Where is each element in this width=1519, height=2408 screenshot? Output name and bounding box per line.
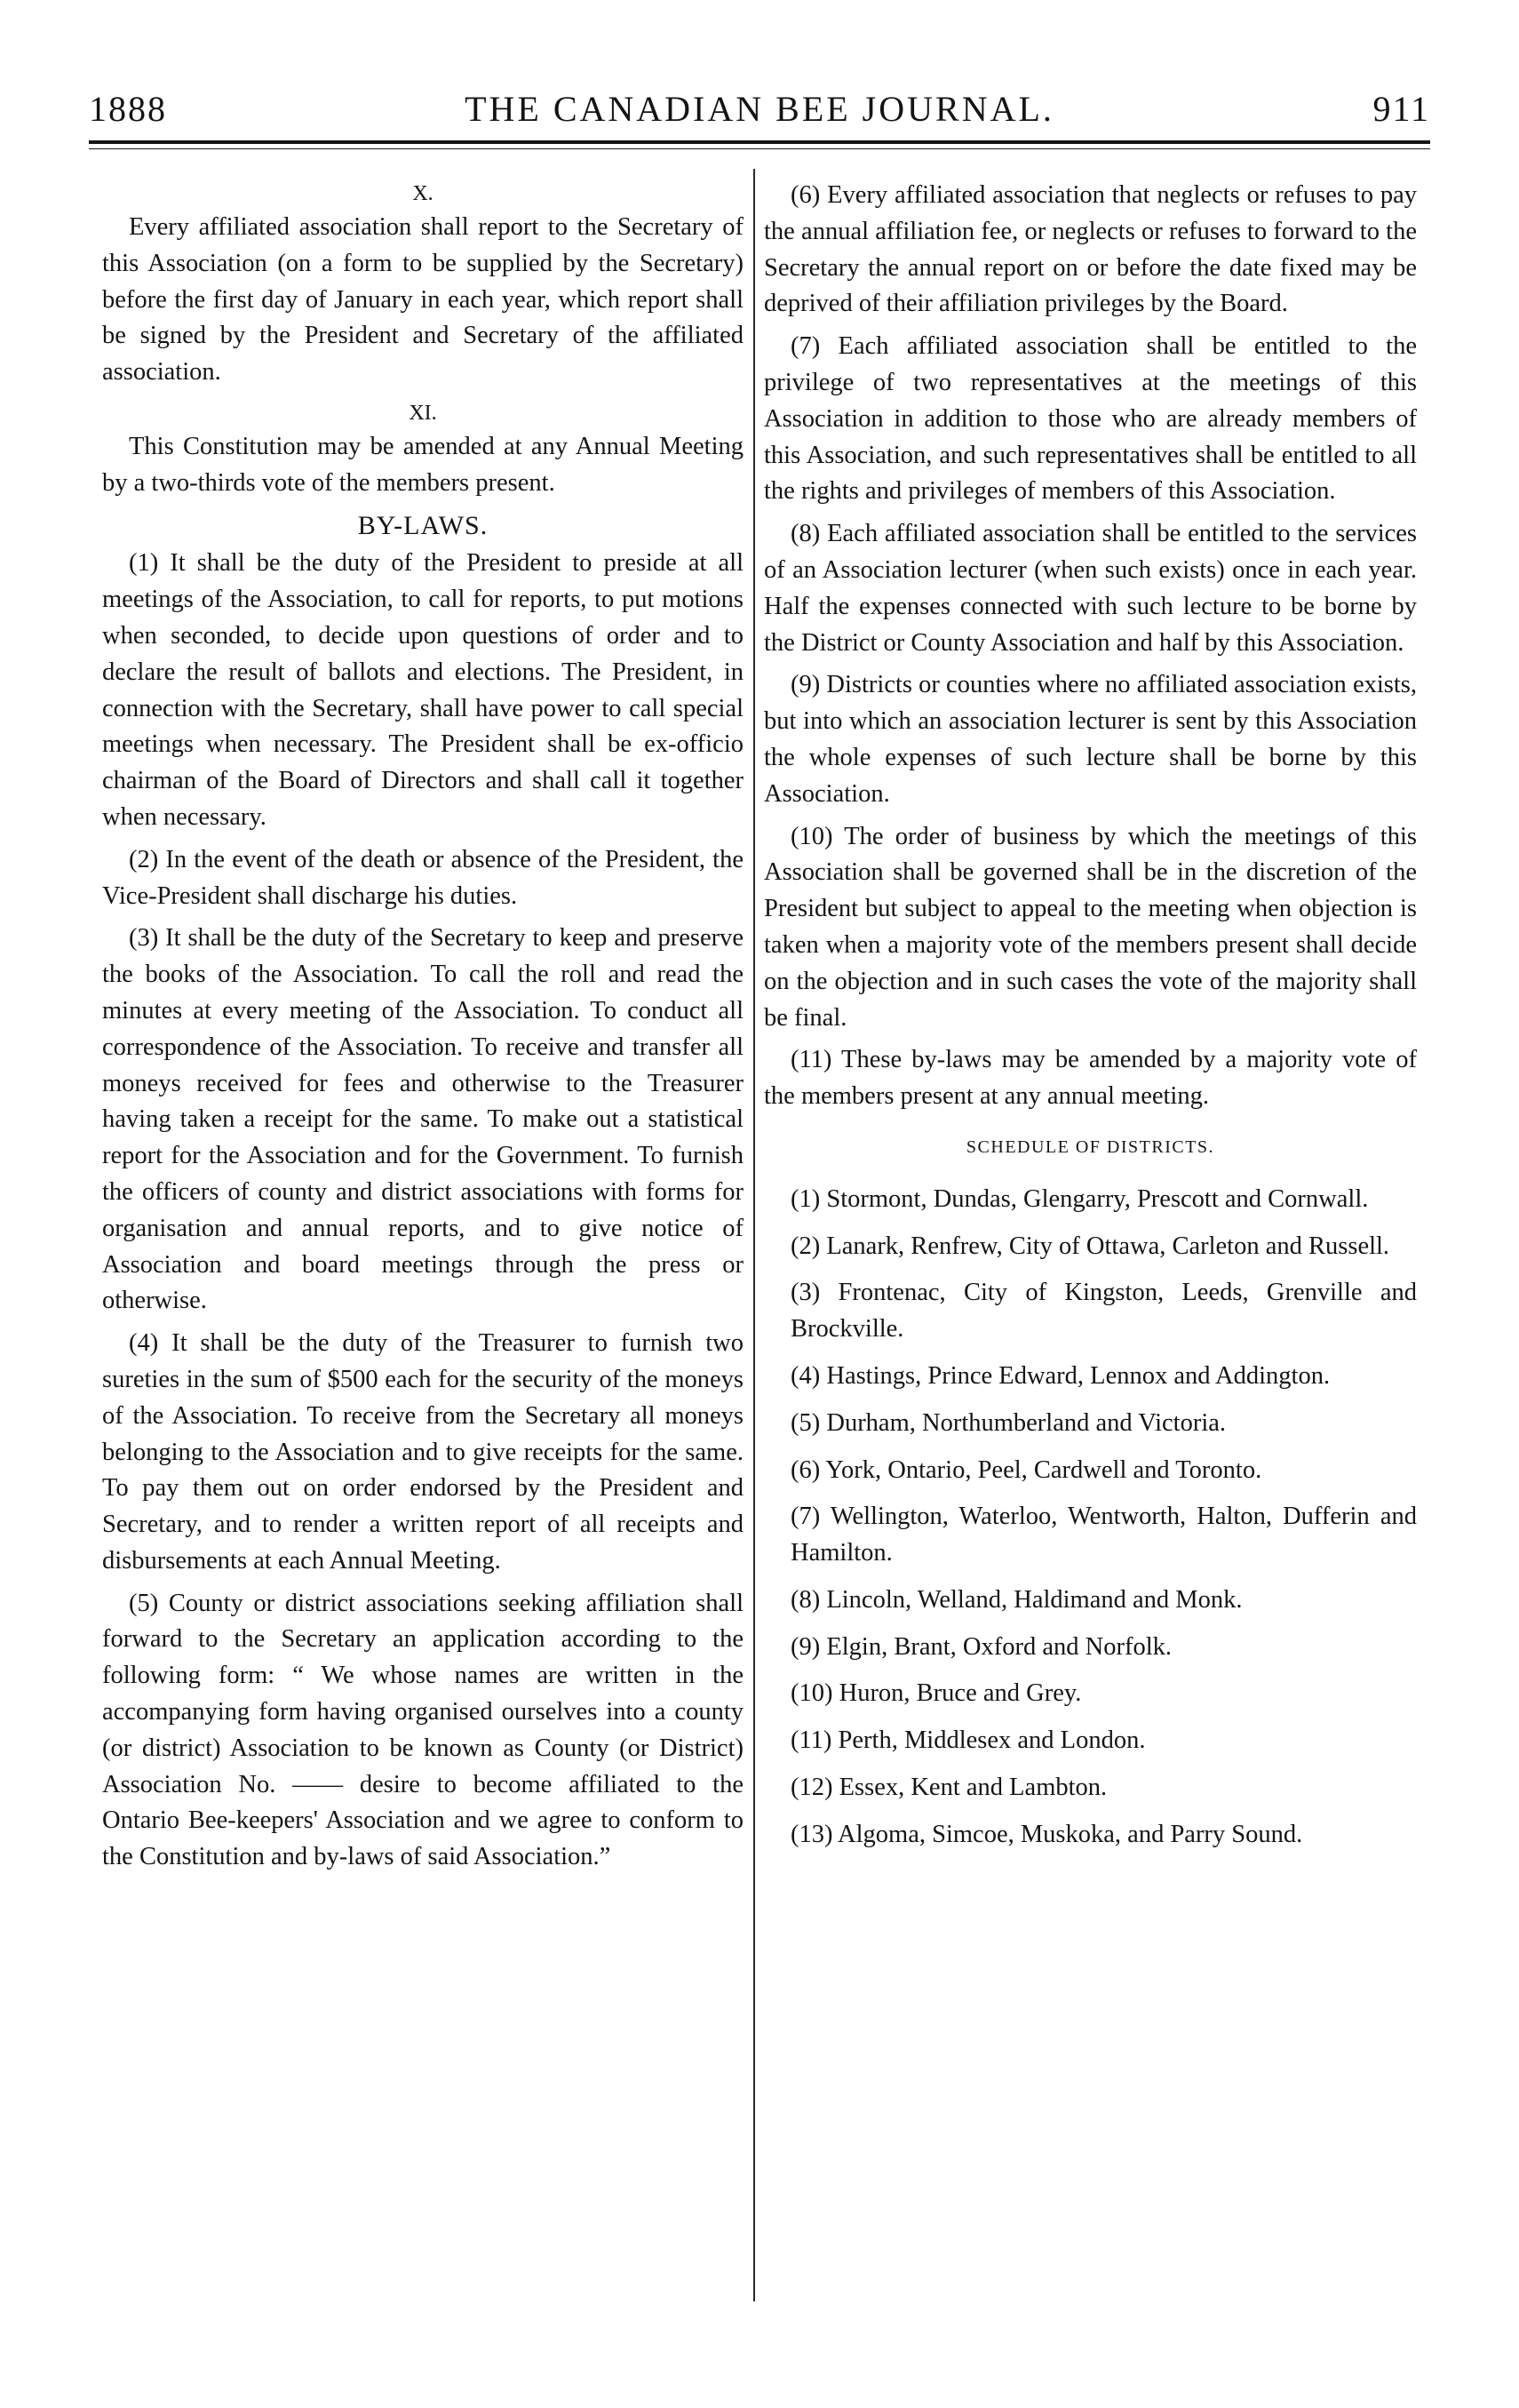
bylaw-11: (11) These by-laws may be amended by a majority vote of the members present at any annual meeting. [764,1046,1417,1111]
header-year: 1888 [89,89,167,129]
district-item: (4) Hastings, Prince Edward, Lennox and Addington. [791,1361,1331,1390]
bylaw-3: (3) It shall be the duty of the Secretary to keep and preserve the books of the Association. To call the roll and read the minutes at every meeting of the Association. To conduct all correspondence of the Association. To receive and transfer all moneys received for fees and otherwise to the Treasurer having taken a receipt for the same. To make out a statistical report for the Association and for the Government. To furnish the officers of county and district associations with forms for organisation and annual reports, and to give notice of Association and board meetings through the press or otherwise. [102,924,744,1315]
district-item: (8) Lincoln, Welland, Haldimand and Monk. [791,1585,1243,1614]
bylaw-6: (6) Every affiliated association that neglects or refuses to pay the annual affiliation fee, or neglects or refuses to forward to the Secretary the annual report on or before the date fixed may be deprived of their affiliation privileges by the Board. [764,181,1417,318]
bylaw-1: (1) It shall be the duty of the President to preside at all meetings of the Association, to call for reports, to put motions when seconded, to decide upon questions of order and to declare the result of ballots and elections. The President, in connection with the Secretary, shall have power to call special meetings when necessary. The President shall be ex-officio chairman of the Board of Directors and shall call it together when necessary. [102,549,744,831]
district-item: (2) Lanark, Renfrew, City of Ottawa, Carleton and Russell. [791,1232,1390,1260]
district-item: (5) Durham, Northumberland and Victoria. [791,1408,1227,1437]
left-column [102,178,744,1882]
bylaw-7: (7) Each affiliated association shall be entitled to the privilege of two representatives at the meetings of this Association in addition to those who are already members of this Association, and such representatives shall be entitled to all the rights and privileges of members of this Association. [764,332,1417,506]
journal-title: THE CANADIAN BEE JOURNAL. [465,89,1054,129]
district-item: (3) Frontenac, City of Kingston, Leeds, Grenville and Brockville. [791,1279,1417,1344]
district-item: (11) Perth, Middlesex and London. [791,1726,1146,1755]
header-rule-thick [89,140,1430,144]
header-rule-thin [89,148,1430,149]
page-number: 911 [1372,89,1430,129]
district-item: (10) Huron, Bruce and Grey. [791,1679,1082,1708]
bylaw-9: (9) Districts or counties where no affiliated association exists, but into which an association lecturer is sent by this Association the whole expenses of such lecture shall be borne by this Association. [764,671,1417,808]
bylaws-heading: BY-LAWS. [357,510,489,540]
section-x-text: Every affiliated association shall report to the Secretary of this Association (on a form to be supplied by the Secretary) before the first day of January in each year, which report shall be signed by the President and Secretary of the affiliated association. [102,213,744,387]
section-xi-text: This Constitution may be amended at any Annual Meeting by a two-thirds vote of the members present. [102,432,744,497]
bylaw-4: (4) It shall be the duty of the Treasurer to furnish two sureties in the sum of $500 each for the security of the moneys of the Association. To receive from the Secretary all moneys belonging to the Association and to give receipts for the same. To pay them out on order endorsed by the President and Secretary, and to render a written report of all receipts and disbursements at each Annual Meeting. [102,1329,744,1575]
bylaw-10: (10) The order of business by which the meetings of this Association shall be governed shall be in the discretion of the President but subject to appeal to the meeting when objection is taken when a majority vote of the members present shall decide on the objection and in such cases the vote of the majority shall be final. [764,822,1417,1032]
district-item: (6) York, Ontario, Peel, Cardwell and Toronto. [791,1455,1262,1484]
section-x-number: X. [412,182,433,205]
right-column [764,178,1417,1864]
bylaw-2: (2) In the event of the death or absence of the President, the Vice-President shall discharge his duties. [102,845,744,910]
district-item: (13) Algoma, Simcoe, Muskoka, and Parry Sound. [791,1820,1303,1848]
section-xi-number: XI. [409,401,437,425]
column-divider [753,169,755,2301]
bylaw-5: (5) County or district associations seeking affiliation shall forward to the Secretary an application according to the following form: “ We whose names are written in the accompanying form having organised ourselves into a county (or district) Association to be known as County (or District) Association No. —— desire to become affiliated to the Ontario Bee-keepers' Association and we agree to conform to the Constitution and by-laws of said Association.” [102,1589,744,1871]
bylaw-8: (8) Each affiliated association shall be entitled to the services of an Association lecturer (when such exists) once in each year. Half the expenses connected with such lecture to be borne by the District or County Association and half by this Association. [764,520,1417,657]
district-item: (9) Elgin, Brant, Oxford and Norfolk. [791,1632,1172,1661]
district-item: (12) Essex, Kent and Lambton. [791,1774,1108,1802]
district-item: (1) Stormont, Dundas, Glengarry, Prescott and Cornwall. [791,1184,1369,1213]
schedule-heading: SCHEDULE OF DISTRICTS. [966,1136,1215,1157]
running-header [89,87,1430,132]
district-item: (7) Wellington, Waterloo, Wentworth, Halton, Dufferin and Hamilton. [791,1503,1417,1567]
